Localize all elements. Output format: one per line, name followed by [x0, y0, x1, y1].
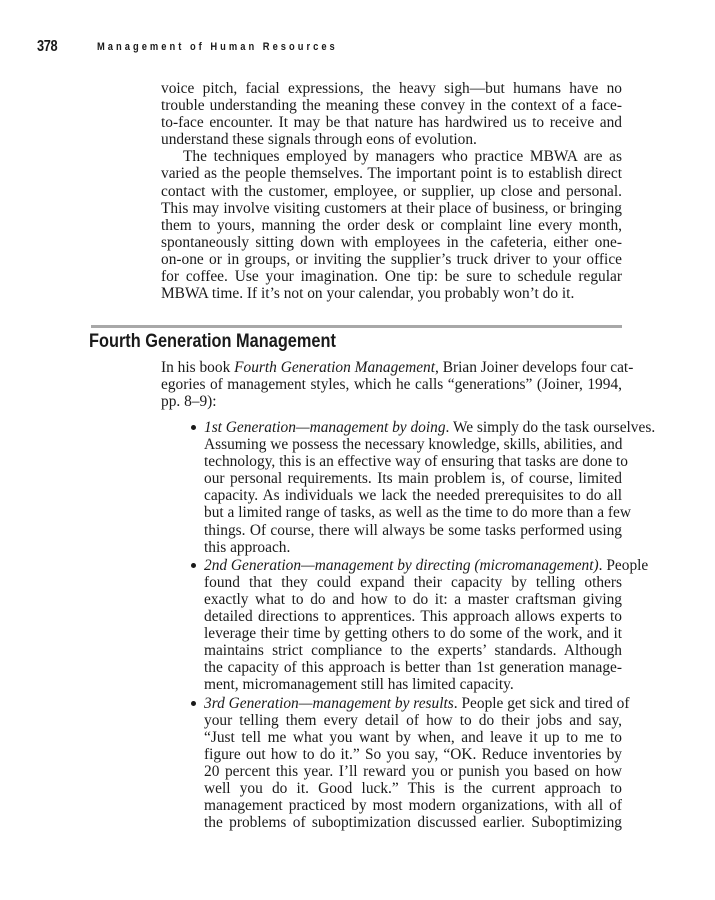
text-segment: . People [598, 556, 649, 574]
section-intro-paragraph [161, 359, 634, 411]
list-item [204, 556, 649, 694]
text-line: capacity. As individuals we lack the needed prerequisites to do all [204, 487, 622, 505]
text-line: but a limited range of tasks, as well as the time to do more than a few [204, 504, 631, 522]
text-line: figure out how to do it.” So you say, “OK. Reduce inventories by [204, 745, 622, 763]
text-line: to-face encounter. It may be that nature has hardwired us to receive and [161, 114, 622, 132]
text-line: maintains strict compliance to the experts’ standards. Although [204, 642, 622, 660]
running-header [37, 38, 338, 56]
text-line: things. Of course, there will always be some tasks performed using [204, 521, 622, 539]
text-line: for coffee. Use your imagination. One tip: be sure to schedule regular [161, 268, 622, 286]
text-line: “Just tell me what you want by when, and leave it up to me to [204, 728, 622, 746]
text-line: The techniques employed by managers who practice MBWA are as [183, 148, 622, 166]
text-line: 20 percent this year. I’ll reward you or punish you based on how [204, 762, 622, 780]
text-line: your telling them every detail of how to do their jobs and say, [204, 711, 622, 729]
text-line [204, 556, 649, 574]
text-line: egories of management styles, which he calls “generations” (Joiner, 1994, [161, 376, 622, 394]
text-line: our personal requirements. Its main problem is, of course, limited [204, 470, 622, 488]
intro-text [161, 80, 622, 302]
text-line: leverage their time by getting others to do some of the work, and it [204, 625, 622, 643]
text-segment: In his book [161, 359, 235, 376]
paragraph [161, 359, 634, 411]
italic-text: 1st Generation—management by doing [204, 419, 446, 436]
text-line: understand these signals through eons of evolution. [161, 131, 477, 149]
text-line: technology, this is an effective way of ensuring that tasks are done to [204, 453, 628, 471]
text-line: ment, micromanagement still has limited capacity. [204, 676, 514, 694]
text-line: trouble understanding the meaning these convey in the context of a face- [161, 97, 622, 115]
text-segment: , Brian Joiner develops four cat- [435, 359, 634, 376]
text-line: Assuming we possess the necessary knowledge, skills, abilities, and [204, 436, 623, 454]
text-line: them to yours, manning the order desk or complaint line every month, [161, 216, 622, 234]
italic-text: 3rd Generation—management by results [204, 694, 454, 712]
text-line: this approach. [204, 538, 291, 556]
paragraph [204, 419, 656, 556]
list-item [204, 419, 656, 556]
text-line: spontaneously sitting down with employees in the cafeteria, either one- [161, 233, 622, 251]
bullet-icon [191, 563, 196, 568]
italic-text: Fourth Generation Management [234, 359, 436, 376]
text-line [161, 359, 634, 376]
list-item [204, 694, 630, 832]
text-line: found that they could expand their capacity by telling others [204, 573, 622, 591]
paragraph [161, 80, 622, 148]
text-line [204, 694, 630, 712]
text-line: detailed directions to apprentices. This approach allows experts to [204, 608, 622, 626]
text-line: well you do it. Good luck.” This is the current approach to [204, 779, 622, 797]
paragraph [204, 556, 649, 694]
paragraph [161, 148, 622, 302]
text-line: on-one or in groups, or inviting the supplier’s truck driver to your office [161, 250, 622, 268]
text-line [204, 419, 656, 436]
text-line: varied as the people themselves. The important point is to establish direct [161, 165, 622, 183]
text-line: management practiced by most modern organizations, with all of [204, 797, 622, 815]
section-divider [91, 325, 622, 328]
generations-list [204, 419, 656, 832]
text-line: voice pitch, facial expressions, the heavy sigh—but humans have no [161, 80, 622, 97]
italic-text: 2nd Generation—management by directing (micromanagement) [204, 556, 599, 574]
running-title: Management of Human Resources [97, 41, 338, 53]
page-number: 378 [37, 38, 58, 55]
text-line: This may involve visiting customers at their place of business, or bringing [161, 199, 622, 217]
text-segment: . We simply do the task ourselves. [445, 419, 656, 436]
bullet-icon [191, 425, 196, 430]
text-line: the capacity of this approach is better than 1st generation manage- [204, 659, 622, 677]
section-heading: Fourth Generation Management [89, 331, 336, 352]
paragraph [204, 694, 630, 832]
bullet-icon [191, 701, 196, 706]
text-line: pp. 8–9): [161, 393, 217, 411]
text-line: contact with the customer, employee, or supplier, up close and personal. [161, 182, 622, 200]
text-segment: . People get sick and tired of [453, 694, 630, 712]
text-line: the problems of suboptimization discussed earlier. Suboptimizing [204, 814, 622, 832]
text-line: MBWA time. If it’s not on your calendar, you probably won’t do it. [161, 285, 575, 303]
text-line: exactly what to do and how to do it: a master craftsman giving [204, 590, 622, 608]
